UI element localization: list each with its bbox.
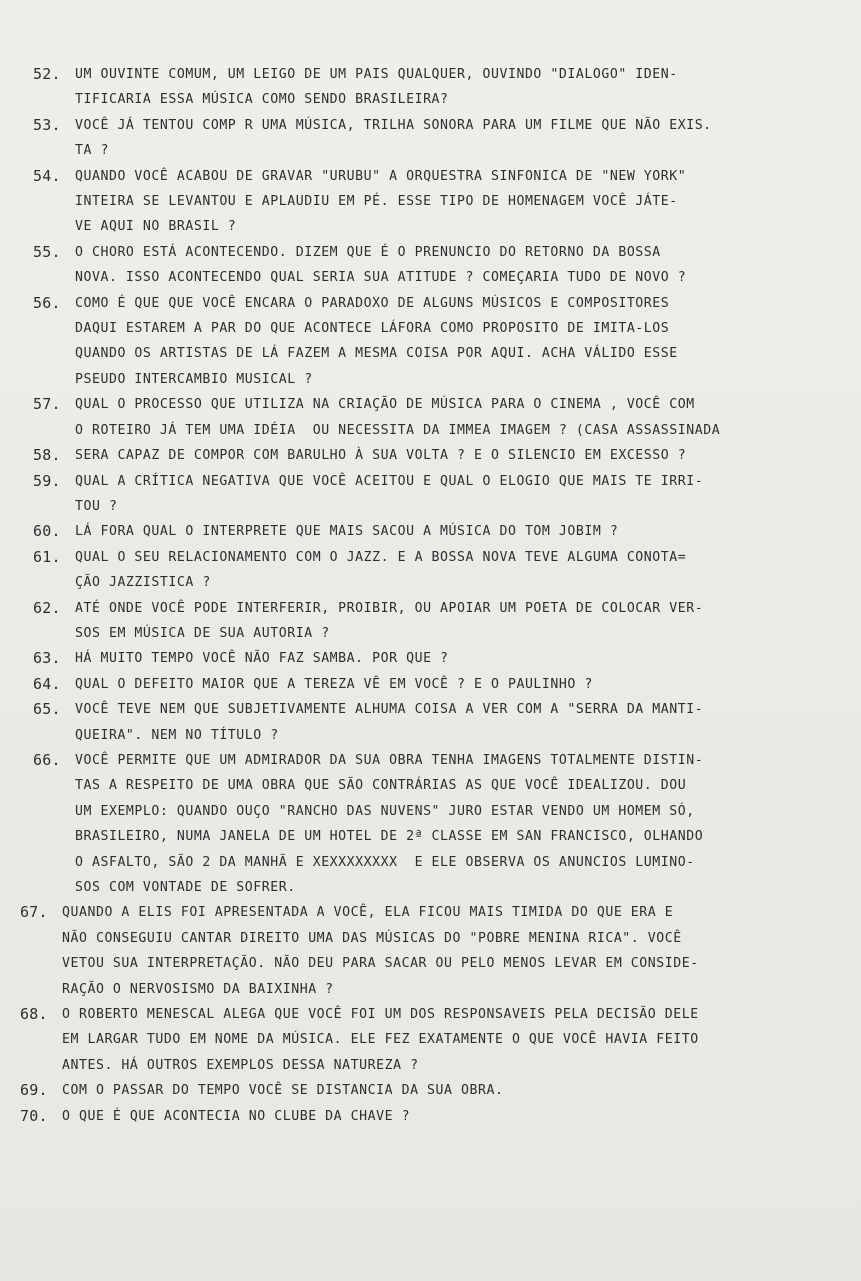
question-line: TA ? <box>75 143 109 159</box>
question-line: HÁ MUITO TEMPO VOCÊ NÃO FAZ SAMBA. POR QUE ? <box>75 651 449 667</box>
question-line: UM OUVINTE COMUM, UM LEIGO DE UM PAIS QUALQUER, OUVINDO "DIALOGO" IDEN- <box>75 67 678 82</box>
question-item <box>33 672 853 697</box>
question-line: VOCÊ PERMITE QUE UM ADMIRADOR DA SUA OBRA TENHA IMAGENS TOTALMENTE DISTIN- <box>75 752 704 768</box>
question-line: NOVA. ISSO ACONTECENDO QUAL SERIA SUA ATITUDE ? COMEÇARIA TUDO DE NOVO ? <box>75 270 687 286</box>
question-item <box>33 697 853 748</box>
question-text <box>62 1104 853 1129</box>
question-item <box>20 1002 853 1078</box>
question-number: 59. <box>33 471 61 490</box>
question-item <box>33 519 853 544</box>
question-line: QUAL A CRÍTICA NEGATIVA QUE VOCÊ ACEITOU E QUAL O ELOGIO QUE MAIS TE IRRI- <box>75 473 704 489</box>
question-line: UM EXEMPLO: QUANDO OUÇO "RANCHO DAS NUVENS" JURO ESTAR VENDO UM HOMEM SÓ, <box>75 803 695 819</box>
question-line: COM O PASSAR DO TEMPO VOCÊ SE DISTANCIA DA SUA OBRA. <box>62 1083 504 1099</box>
question-line: O ROTEIRO JÁ TEM UMA IDÉIA OU NECESSITA DA IMMEA IMAGEM ? (CASA ASSASSINADA <box>75 422 721 438</box>
question-item <box>33 469 853 520</box>
question-line: TOU ? <box>75 498 118 514</box>
question-item <box>33 291 853 393</box>
question-line: VE AQUI NO BRASIL ? <box>75 219 237 235</box>
question-item <box>33 443 853 468</box>
question-text <box>75 672 853 697</box>
question-text <box>75 519 853 544</box>
question-line: VETOU SUA INTERPRETAÇÃO. NÃO DEU PARA SACAR OU PELO MENOS LEVAR EM CONSIDE- <box>62 956 699 972</box>
question-line: O ROBERTO MENESCAL ALEGA QUE VOCÊ FOI UM DOS RESPONSAVEIS PELA DECISÃO DELE <box>62 1007 699 1023</box>
question-number: 66. <box>33 750 61 769</box>
question-item <box>33 113 853 164</box>
question-line: TAS A RESPEITO DE UMA OBRA QUE SÃO CONTRÁRIAS AS QUE VOCÊ IDEALIZOU. DOU <box>75 778 687 794</box>
question-line: RAÇÃO O NERVOSISMO DA BAIXINHA ? <box>62 981 334 997</box>
question-item <box>20 1104 853 1129</box>
question-number: 60. <box>33 522 61 541</box>
question-line: SERA CAPAZ DE COMPOR COM BARULHO À SUA VOLTA ? E O SILENCIO EM EXCESSO ? <box>75 448 687 464</box>
question-item <box>20 900 853 1002</box>
question-line: QUEIRA". NEM NO TÍTULO ? <box>75 727 279 743</box>
question-text <box>75 62 853 113</box>
question-text <box>75 392 853 443</box>
question-number: 57. <box>33 395 61 414</box>
question-number: 70. <box>20 1106 48 1125</box>
question-line: ANTES. HÁ OUTROS EXEMPLOS DESSA NATUREZA ? <box>62 1057 419 1073</box>
question-text <box>75 164 853 240</box>
question-text <box>75 646 853 671</box>
question-number: 53. <box>33 115 61 134</box>
question-line: ATÉ ONDE VOCÊ PODE INTERFERIR, PROIBIR, OU APOIAR UM POETA DE COLOCAR VER- <box>75 600 704 616</box>
question-text <box>75 240 853 291</box>
question-line: TIFICARIA ESSA MÚSICA COMO SENDO BRASILEIRA? <box>75 92 449 108</box>
question-line: DAQUI ESTAREM A PAR DO QUE ACONTECE LÁFORA COMO PROPOSITO DE IMITA-LOS <box>75 321 670 337</box>
question-item <box>33 748 853 900</box>
question-line: VOCÊ JÁ TENTOU COMP R UMA MÚSICA, TRILHA SONORA PARA UM FILME QUE NÃO EXIS. <box>75 117 712 133</box>
question-line: QUAL O SEU RELACIONAMENTO COM O JAZZ. E A BOSSA NOVA TEVE ALGUMA CONOTA= <box>75 549 687 565</box>
question-item <box>33 240 853 291</box>
question-line: PSEUDO INTERCAMBIO MUSICAL ? <box>75 371 313 387</box>
question-line: BRASILEIRO, NUMA JANELA DE UM HOTEL DE 2ª CLASSE EM SAN FRANCISCO, OLHANDO <box>75 829 704 845</box>
question-item <box>33 392 853 443</box>
question-number: 56. <box>33 293 61 312</box>
question-number: 65. <box>33 700 61 719</box>
question-text <box>75 291 853 393</box>
question-number: 54. <box>33 166 61 185</box>
question-text <box>75 596 853 647</box>
question-text <box>75 113 853 164</box>
question-number: 52. <box>33 65 61 83</box>
question-item <box>33 596 853 647</box>
question-number: 64. <box>33 674 61 693</box>
question-line: QUANDO A ELIS FOI APRESENTADA A VOCÊ, ELA FICOU MAIS TIMIDA DO QUE ERA E <box>62 905 674 921</box>
question-text <box>75 748 853 900</box>
question-number: 55. <box>33 242 61 261</box>
question-text <box>75 443 853 468</box>
question-item <box>33 646 853 671</box>
question-line: QUAL O PROCESSO QUE UTILIZA NA CRIAÇÃO DE MÚSICA PARA O CINEMA , VOCÊ COM <box>75 397 695 413</box>
question-line: O QUE É QUE ACONTECIA NO CLUBE DA CHAVE ? <box>62 1108 411 1124</box>
question-text <box>75 697 853 748</box>
question-text <box>62 1078 853 1103</box>
question-line: LÁ FORA QUAL O INTERPRETE QUE MAIS SACOU A MÚSICA DO TOM JOBIM ? <box>75 524 619 540</box>
question-text <box>62 900 853 1002</box>
question-line: VOCÊ TEVE NEM QUE SUBJETIVAMENTE ALHUMA COISA A VER COM A "SERRA DA MANTI- <box>75 702 704 718</box>
question-number: 68. <box>20 1005 48 1024</box>
question-line: EM LARGAR TUDO EM NOME DA MÚSICA. ELE FEZ EXATAMENTE O QUE VOCÊ HAVIA FEITO <box>62 1032 699 1048</box>
question-item <box>20 1078 853 1103</box>
question-line: QUANDO VOCÊ ACABOU DE GRAVAR "URUBU" A ORQUESTRA SINFONICA DE "NEW YORK" <box>75 168 687 184</box>
question-number: 58. <box>33 446 61 465</box>
question-line: NÃO CONSEGUIU CANTAR DIREITO UMA DAS MÚSICAS DO "POBRE MENINA RICA". VOCÊ <box>62 930 682 946</box>
question-number: 63. <box>33 649 61 668</box>
question-line: INTEIRA SE LEVANTOU E APLAUDIU EM PÉ. ESSE TIPO DE HOMENAGEM VOCÊ JÁTE- <box>75 194 678 210</box>
question-item <box>33 62 853 113</box>
question-line: COMO É QUE QUE VOCÊ ENCARA O PARADOXO DE ALGUNS MÚSICOS E COMPOSITORES <box>75 295 670 311</box>
question-number: 67. <box>20 903 48 922</box>
question-line: ÇÃO JAZZISTICA ? <box>75 575 211 591</box>
question-text <box>62 1002 853 1078</box>
question-text <box>75 545 853 596</box>
question-line: QUANDO OS ARTISTAS DE LÁ FAZEM A MESMA COISA POR AQUI. ACHA VÁLIDO ESSE <box>75 346 678 362</box>
question-number: 61. <box>33 547 61 566</box>
question-item <box>33 164 853 240</box>
question-line: QUAL O DEFEITO MAIOR QUE A TEREZA VÊ EM VOCÊ ? E O PAULINHO ? <box>75 676 593 692</box>
question-line: O CHORO ESTÁ ACONTECENDO. DIZEM QUE É O PRENUNCIO DO RETORNO DA BOSSA <box>75 244 661 260</box>
question-number: 62. <box>33 598 61 617</box>
question-line: O ASFALTO, SÃO 2 DA MANHÃ E XEXXXXXXXX E ELE OBSERVA OS ANUNCIOS LUMINO- <box>75 854 695 870</box>
question-text <box>75 469 853 520</box>
question-line: SOS COM VONTADE DE SOFRER. <box>75 880 296 895</box>
question-line: SOS EM MÚSICA DE SUA AUTORIA ? <box>75 625 330 641</box>
question-number: 69. <box>20 1081 48 1100</box>
question-item <box>33 545 853 596</box>
